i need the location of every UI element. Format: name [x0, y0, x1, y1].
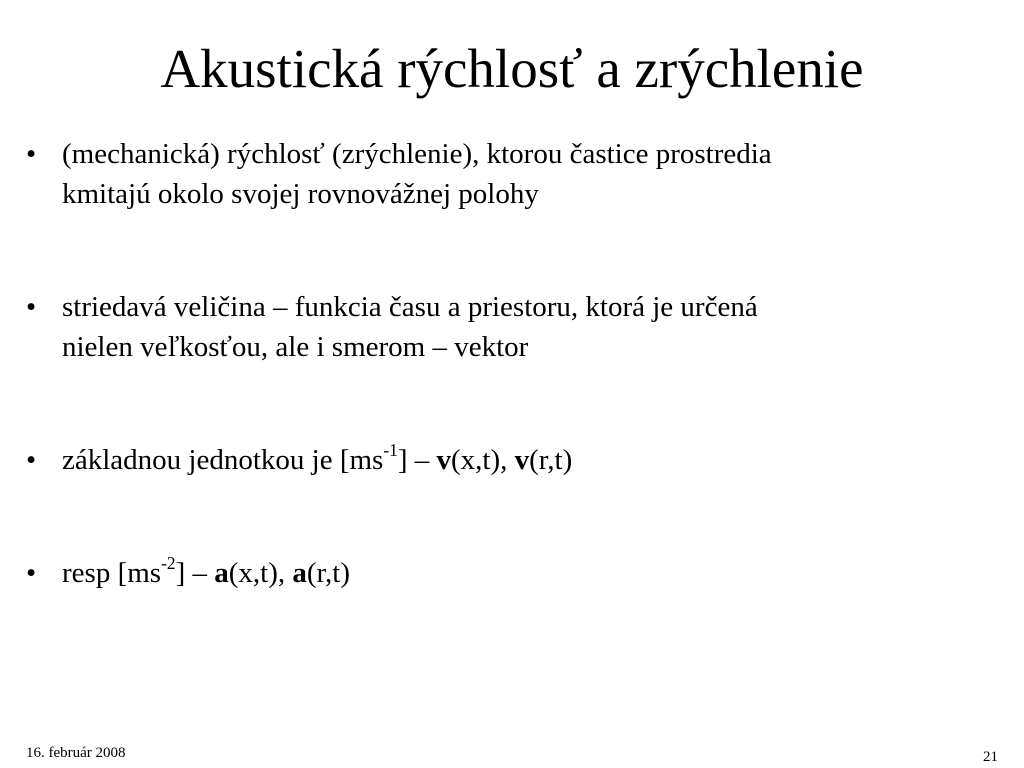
unit-exponent: -1 — [383, 439, 398, 460]
bullet-marker: • — [26, 444, 37, 476]
bullet-marker: • — [26, 138, 37, 170]
page-number: 21 — [983, 749, 998, 765]
vector-arguments: (r,t) — [306, 557, 350, 589]
bullet-item-acceleration-unit — [26, 553, 986, 593]
vector-arguments: (x,t), — [228, 557, 293, 589]
vector-arguments: (r,t) — [529, 444, 573, 476]
bullet-text-line: striedavá veličina – funkcia času a priestoru, ktorá je určená — [62, 291, 758, 323]
vector-symbol: v — [514, 444, 530, 476]
bullet-list — [26, 134, 986, 593]
unit-prefix: základnou jednotkou je [ms — [62, 444, 384, 476]
unit-separator: ] – — [397, 444, 437, 476]
unit-separator: ] – — [175, 557, 215, 589]
bullet-marker: • — [26, 291, 37, 323]
bullet-text-line: (mechanická) rýchlosť (zrýchlenie), ktorou častice prostredia — [62, 138, 772, 170]
footer-date: 16. február 2008 — [26, 745, 126, 761]
unit-prefix: resp [ms — [62, 557, 162, 589]
vector-symbol: a — [214, 557, 229, 589]
bullet-text-line: kmitajú okolo svojej rovnovážnej polohy — [62, 178, 539, 210]
bullet-item-definition — [26, 134, 986, 214]
bullet-text-line — [62, 440, 986, 480]
vector-arguments: (x,t), — [451, 444, 515, 476]
vector-symbol: v — [436, 444, 452, 476]
unit-exponent: -2 — [161, 552, 176, 573]
bullet-marker: • — [26, 557, 37, 589]
slide-title: Akustická rýchlosť a zrýchlenie — [160, 38, 864, 99]
bullet-item-vector — [26, 287, 986, 367]
vector-symbol: a — [292, 557, 307, 589]
bullet-text-line — [62, 553, 986, 593]
bullet-item-velocity-unit — [26, 440, 986, 480]
bullet-text-line: nielen veľkosťou, ale i smerom – vektor — [62, 331, 529, 363]
